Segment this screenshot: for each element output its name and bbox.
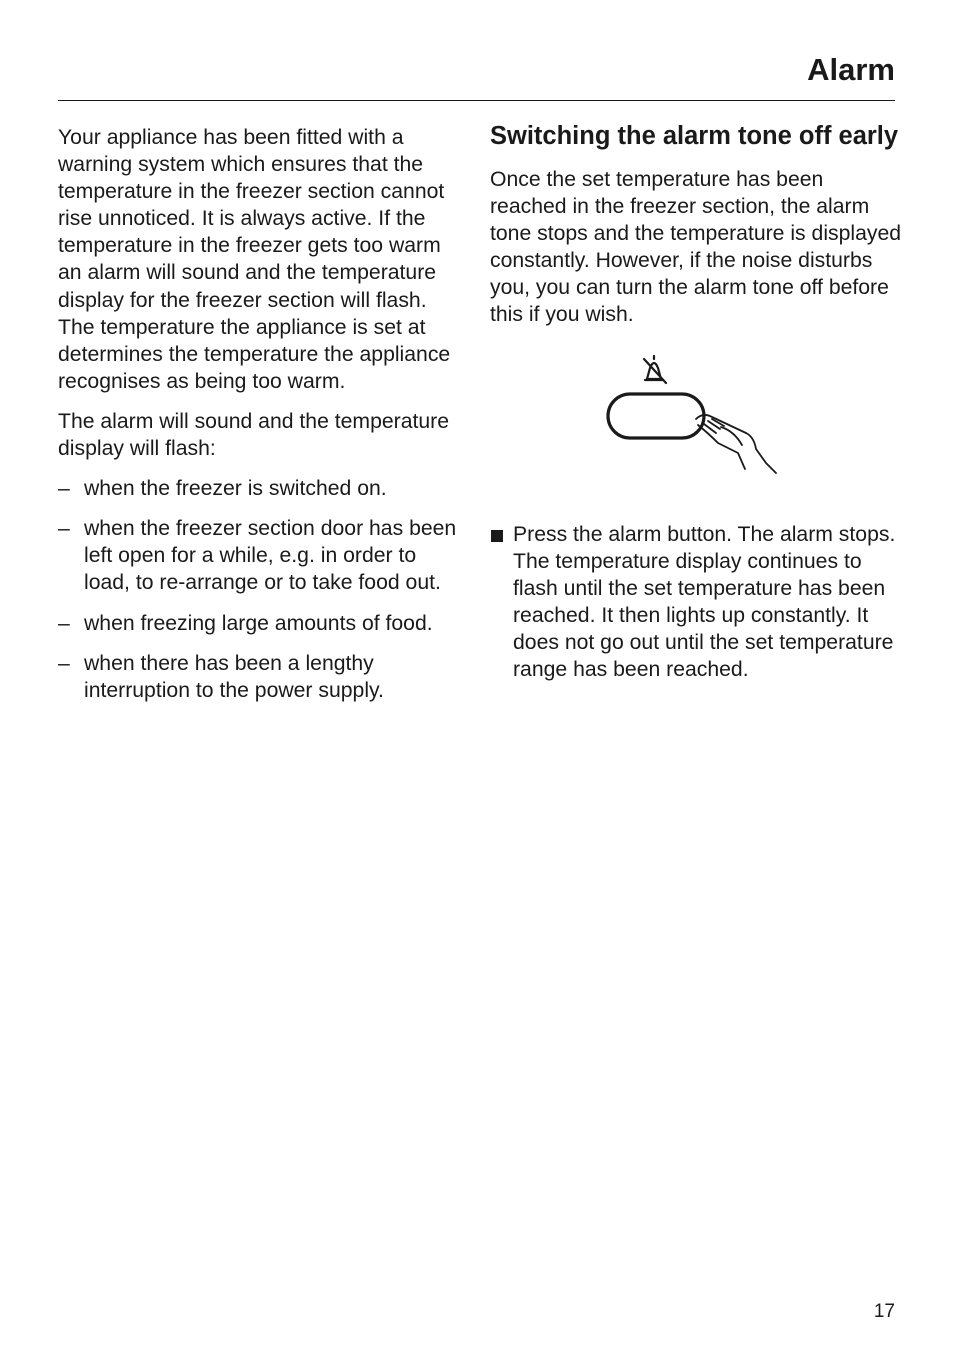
list-item-text: when the freezer is switched on.	[84, 477, 387, 501]
finger-press-icon	[696, 414, 776, 472]
alarm-button-drawing	[600, 349, 780, 479]
instruction-step	[490, 521, 902, 684]
alarm-conditions-list	[58, 475, 466, 704]
list-item-text: when freezing large amounts of food.	[84, 611, 433, 635]
page-title: Alarm	[807, 52, 895, 87]
alarm-button-illustration	[490, 349, 902, 499]
right-column	[490, 124, 902, 683]
list-item-text: when the freezer section door has been left open for a while, e.g. in order to load, to re-arrange or to take food out.	[84, 517, 457, 595]
list-item	[58, 515, 466, 596]
alarm-button-shape	[608, 394, 704, 438]
section-intro: Once the set temperature has been reached in the freezer section, the alarm tone stops and the temperature is displayed constantly. However, if the noise disturbs you, you can turn the alarm tone off before this if you wish.	[490, 168, 902, 327]
list-item	[58, 610, 466, 637]
section-heading: Switching the alarm tone off early	[490, 122, 899, 150]
list-item	[58, 475, 466, 502]
title-divider	[58, 100, 895, 101]
page-number: 17	[873, 1301, 895, 1322]
intro-paragraph: Your appliance has been fitted with a warning system which ensures that the temperature in the freezer section cannot rise unnoticed. It is always active. If the temperature in the freezer gets too warm an alarm will sound and the temperature display for the freezer section will flash. The temperature the appliance is set at determines the temperature the appliance recognises as being too warm.	[58, 126, 451, 393]
dash-marker: –	[58, 611, 70, 635]
dash-marker: –	[58, 517, 70, 541]
alarm-off-bell-icon	[644, 356, 666, 383]
left-column	[58, 124, 466, 717]
alarm-conditions-lead: The alarm will sound and the temperature display will flash:	[58, 409, 449, 461]
dash-marker: –	[58, 651, 70, 675]
list-item-text: when there has been a lengthy interruption to the power supply.	[84, 651, 384, 702]
list-item	[58, 650, 466, 704]
dash-marker: –	[58, 477, 70, 501]
square-bullet-icon	[491, 530, 503, 542]
step-text: Press the alarm button. The alarm stops. The temperature display continues to flash until the set temperature has been reached. It then lights up constantly. It does not go out until the set temperature range has been reached.	[513, 522, 896, 682]
